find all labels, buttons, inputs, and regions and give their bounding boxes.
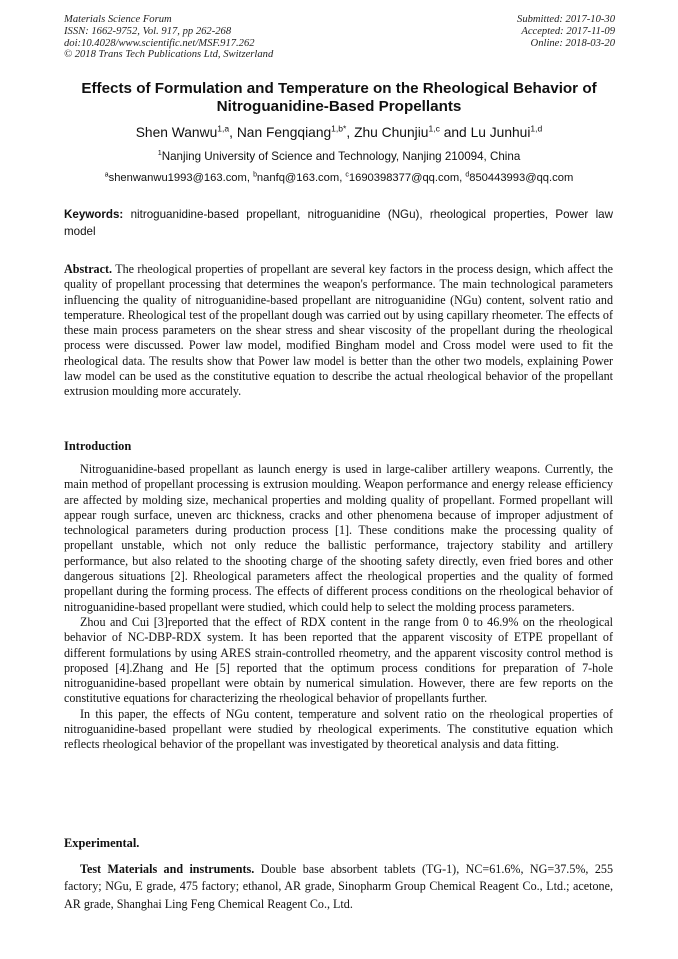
email-superscript: a [104,171,109,179]
paragraph: Zhou and Cui [3]reported that the effect of RDX content in the range from 0 to 46.9% on the rheological behavior of NC-DBP-RDX system. It has been reported that the apparent viscosity of ETPE propellant of different formulations by using ARES strain-controlled rheometry, and the apparent viscosity control method is proposed [4].Zhang and He [5] reported that the optimum process conditions for preparation of 7-hole nitroguanidine-based propellant were obtain by numerical simulation. However, there are few reports on the constitutive equations for characterizing the rheological behavior of propellants further. [64,614,613,706]
author-superscript: 1,a [217,123,230,134]
email-superscript: d [465,171,470,179]
journal-doi[interactable]: doi:10.4028/www.scientific.net/MSF.917.262 [64,37,255,49]
author-superscript: 1,c [428,123,440,134]
email-superscript: c [345,171,349,179]
author-conjunction: and [439,125,471,140]
journal-name: Materials Science Forum [64,14,172,25]
author-name: Shen Wanwu [135,125,218,140]
paragraph: Nitroguanidine-based propellant as launch energy is used in large-caliber artillery weapons. Currently, the main method of propellant processing is extrusion moulding. Weapon performance and energy release efficiency are affected by molding size, mechanical properties and molding quality of propellant. Formed propellant will appear rough surface, uneven arc thickness, cracks and other phenomena because of improper adjustment of technological parameters during production process [1]. These conditions make the processing quality of propellant unstable, which not only reduce the ballistic performance, trajectory stability and artillery performance, but also related to the shooting charge of the shooting safety directly, even fried bores and other dangerous situations [2]. Rheological parameters affect the rheological properties and the quality of formed propellant during the forming process. The effects of different process conditions on the rheological behavior of nitroguanidine-based propellant were studied, which could help to select the molding process parameters. [64,462,613,614]
experimental-text: Double base absorbent tablets (TG-1), NC=61.6%, NG=37.5%, 255 factory; NGu, E grade, 475 factory; ethanol, AR grade, Sinopharm Group Chemical Reagent Co., Ltd.; acetone, AR grade, Shanghai Ling Feng Chemical Reagent Co., Ltd. [64,862,613,911]
paragraph: In this paper, the effects of NGu content, temperature and solvent ratio on the rheological properties of nitroguanidine-based propellant were studied by rheological experiments. The constitutive equation which reflects rheological behavior of the propellant was investigated by theoretical analysis and data fitting. [64,706,613,752]
author-name: Nan Fengqiang [236,125,332,140]
keywords [64,207,613,240]
email-address[interactable]: nanfq@163.com [256,172,340,184]
abstract [64,262,613,400]
keywords-label: Keywords: [64,208,124,221]
email-list: $^a$shenwanwu1993@163.com, $^b$nanfq@163.com, $^c$1690398377@qq.com, $^d$850443993@qq.com [104,171,574,184]
author-name: Lu Junhui [470,125,531,140]
experimental-subheading: Test Materials and instruments. [80,862,255,876]
accepted-date: Accepted: 2017-11-09 [521,25,615,37]
introduction-heading: Introduction [64,439,132,453]
author-separator: , [229,125,237,140]
paper-title: Effects of Formulation and Temperature on the Rheological Behavior of Nitroguanidine-Based Propellants [81,80,597,115]
email-address[interactable]: 850443993@qq.com [469,172,574,184]
abstract-text: The rheological properties of propellant are several key factors in the process design, which affect the quality of propellant processing that determines the weapon's performance. The main technological parameters influencing the quality of nitroguanidine-based propellant are nitroguanidine (NGu) content, solvent ratio and temperature. Rheological test of the propellant dough was carried out by using capillary rheometer. The effects of these main process parameters on the shear stress and shear viscosity of the propellant during the rheological process were discussed. Power law model, modified Bingham model and Cross model were used to fit the rheological data. The results show that Power law model is better than the other two models, explaining Power law model can be used as the constitutive equation to describe the actual rheological behavior of the propellant extrusion moulding more accurately. [64,262,613,399]
author-superscript: 1,d [530,123,543,134]
paragraph [64,861,613,913]
author-separator: , [346,125,355,140]
email-address[interactable]: 1690398377@qq.com [348,172,460,184]
author-superscript: 1,b* [331,123,347,134]
author-list [40,124,638,142]
publication-dates [517,14,615,49]
introduction-body [64,462,613,753]
affiliation-text: Nanjing University of Science and Technology, Nanjing 210094, China [161,150,521,163]
journal-issn: ISSN: 1662-9752, Vol. 917, pp 262-268 [64,25,232,37]
email-superscript: b [253,171,257,179]
email-address[interactable]: shenwanwu1993@163.com [108,172,247,184]
affiliation [40,149,638,164]
keywords-text: nitroguanidine-based propellant, nitroguanidine (NGu), rheological properties, Power law model [64,208,613,238]
journal-info [64,14,273,61]
experimental-body [64,861,613,913]
experimental-heading: Experimental. [64,836,140,850]
online-date: Online: 2018-03-20 [530,37,615,49]
submitted-date: Submitted: 2017-10-30 [517,14,615,25]
affiliation-superscript: 1 [157,148,162,158]
abstract-label: Abstract. [64,262,113,276]
author-name: Zhu Chunjiu [354,125,429,140]
journal-copyright: © 2018 Trans Tech Publications Ltd, Switzerland [64,49,274,61]
